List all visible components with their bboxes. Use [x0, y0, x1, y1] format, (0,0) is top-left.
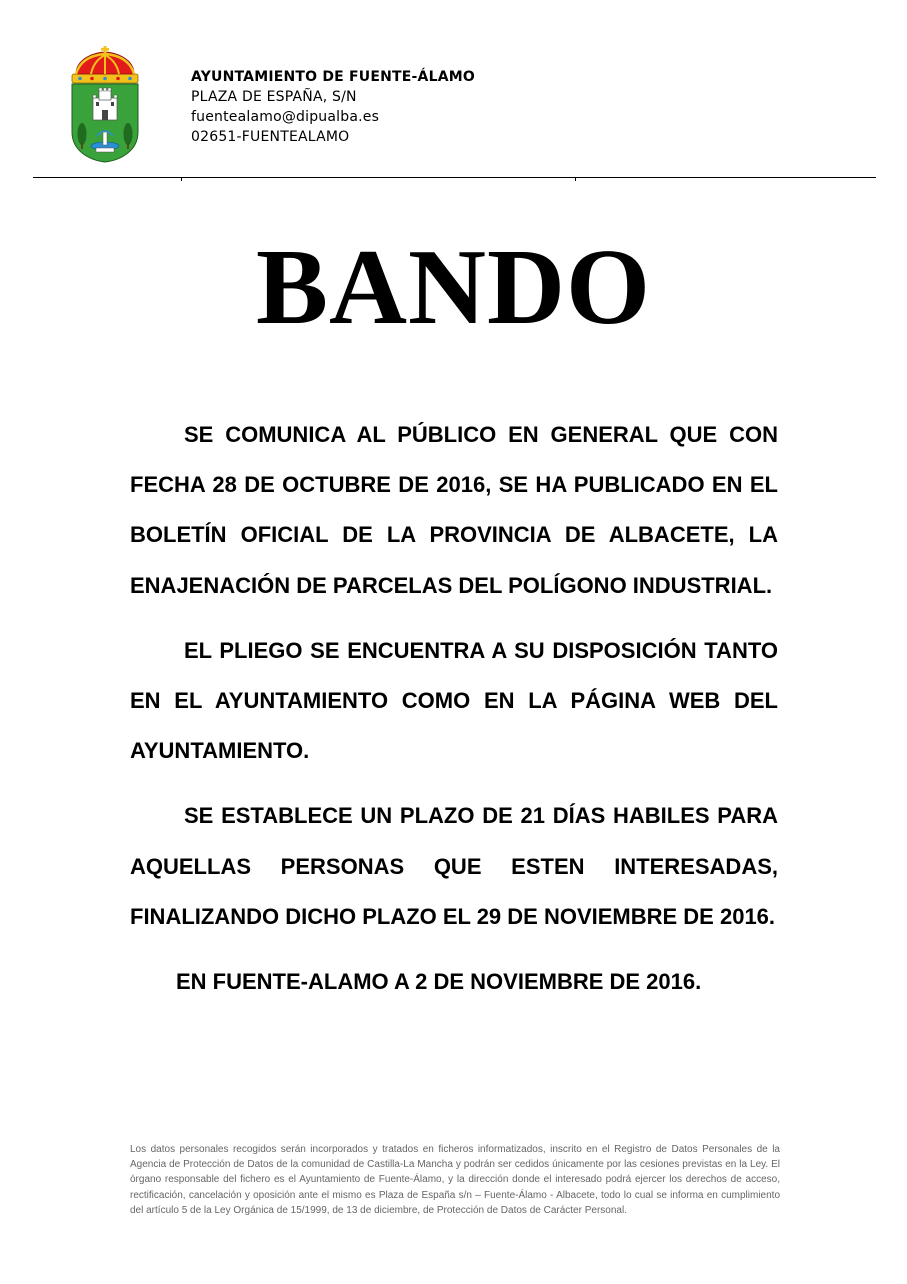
divider-tick — [575, 177, 576, 181]
divider-tick — [181, 177, 182, 181]
organization-email: fuentealamo@dipualba.es — [191, 109, 380, 125]
organization-address: PLAZA DE ESPAÑA, S/N — [191, 89, 357, 105]
coat-of-arms-icon — [66, 46, 144, 164]
announcement-paragraph: SE COMUNICA AL PÚBLICO EN GENERAL QUE CON FECHA 28 DE OCTUBRE DE 2016, SE HA PUBLICADO EN EL BOLETÍN OFICIAL DE LA PROVINCIA DE ALBACETE, LA ENAJENACIÓN DE PARCELAS DEL POLÍGONO INDUSTRIAL. — [130, 422, 778, 598]
announcement-paragraph: SE ESTABLECE UN PLAZO DE 21 DÍAS HABILES PARA AQUELLAS PERSONAS QUE ESTEN INTERESADAS, FINALIZANDO DICHO PLAZO EL 29 DE NOVIEMBRE DE 2016. — [130, 803, 778, 929]
document-title: BANDO — [255, 228, 652, 347]
date-line: EN FUENTE-ALAMO A 2 DE NOVIEMBRE DE 2016. — [176, 969, 702, 995]
organization-postal: 02651-FUENTEALAMO — [191, 129, 350, 145]
announcement-paragraph: EL PLIEGO SE ENCUENTRA A SU DISPOSICIÓN TANTO EN EL AYUNTAMIENTO COMO EN LA PÁGINA WEB DEL AYUNTAMIENTO. — [130, 637, 778, 764]
announcement-body — [130, 410, 778, 1007]
organization-name: AYUNTAMIENTO DE FUENTE-ÁLAMO — [191, 69, 475, 85]
privacy-notice: Los datos personales recogidos serán incorporados y tratados en ficheros informatizados, inscrito en el Registro de Datos Personales de la Agencia de Protección de Datos de la comunidad de Castilla-La Mancha y podrán ser cedidos únicamente por las cesiones previstas en la Ley. El órgano responsable del fichero es el Ayuntamiento de Fuente-Álamo, y la dirección donde el interesado podrá ejercer los derechos de acceso, rectificación, cancelación y oposición ante el mismo es Plaza de España s/n – Fuente-Álamo - Albacete, todo lo cual se informa en cumplimiento del artículo 5 de la Ley Orgánica de 15/1999, de 13 de diciembre, de Protección de Datos de Carácter Personal. — [130, 1144, 780, 1216]
header-divider — [33, 177, 876, 178]
letterhead — [191, 67, 475, 147]
